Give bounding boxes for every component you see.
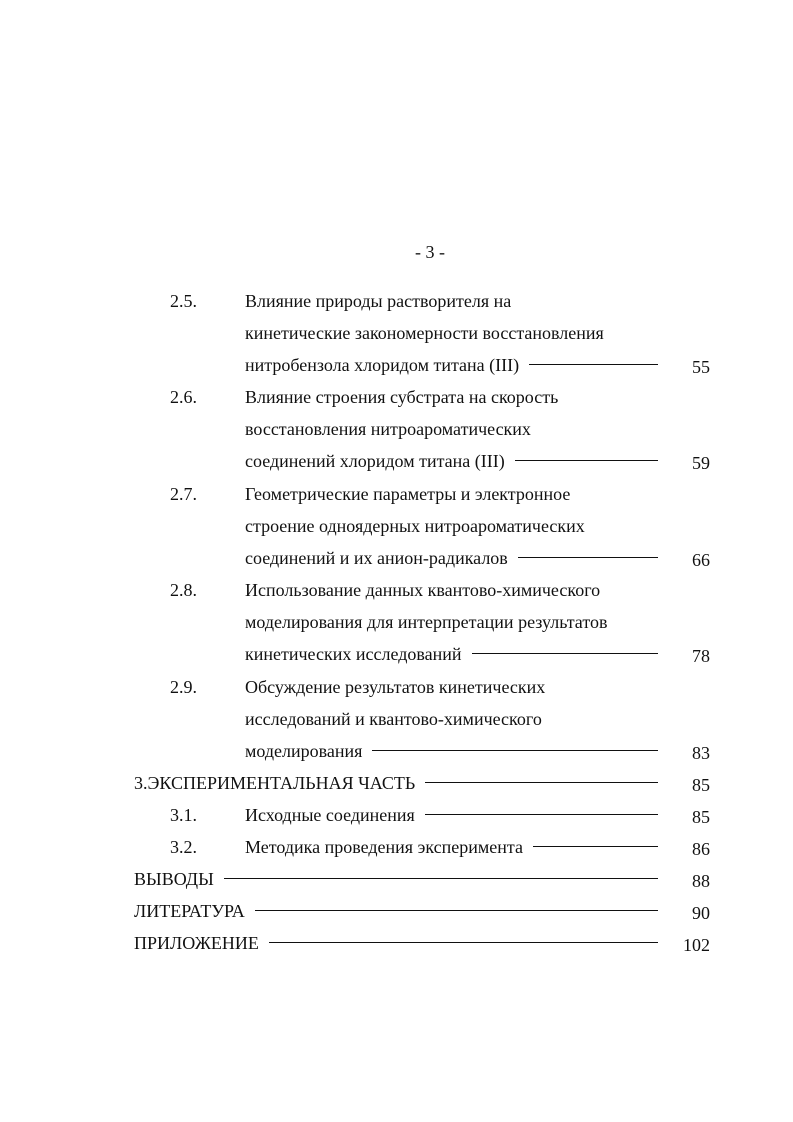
section-title-line: строение одноядерных нитроароматических <box>245 516 585 536</box>
section-title-line: соединений хлоридом титана (III) <box>245 451 505 471</box>
section-number: 2.9. <box>170 677 197 697</box>
page-number: - 3 - <box>415 242 445 262</box>
page-ref: 86 <box>692 839 710 859</box>
section-number: 2.8. <box>170 580 197 600</box>
chapter-title: ЛИТЕРАТУРА <box>134 901 245 921</box>
dot-leader <box>425 782 658 783</box>
dot-leader <box>255 910 658 911</box>
chapter-title: 3.ЭКСПЕРИМЕНТАЛЬНАЯ ЧАСТЬ <box>134 773 416 793</box>
dot-leader <box>518 557 658 558</box>
section-title-line: Обсуждение результатов кинетических <box>245 677 546 697</box>
dot-leader <box>529 364 658 365</box>
section-title-line: исследований и квантово-химического <box>245 709 542 729</box>
page-ref: 78 <box>692 646 710 666</box>
section-title-line: Геометрические параметры и электронное <box>245 484 571 504</box>
page-ref: 55 <box>692 357 710 377</box>
page-ref: 102 <box>683 935 710 955</box>
section-title-line: Влияние природы растворителя на <box>245 291 512 311</box>
page-ref: 85 <box>692 807 710 827</box>
dot-leader <box>224 878 658 879</box>
page-ref: 83 <box>692 743 710 763</box>
dot-leader <box>472 653 658 654</box>
section-title-line: Использование данных квантово-химического <box>245 580 601 600</box>
section-title-line: моделирования для интерпретации результатов <box>245 612 608 632</box>
section-title: Методика проведения эксперимента <box>245 837 523 857</box>
section-number: 2.6. <box>170 387 197 407</box>
section-number: 3.1. <box>170 805 197 825</box>
section-number: 3.2. <box>170 837 197 857</box>
dot-leader <box>533 846 658 847</box>
dot-leader <box>515 460 658 461</box>
dot-leader <box>269 942 658 943</box>
section-title-line: соединений и их анион-радикалов <box>245 548 508 568</box>
section-title-line: восстановления нитроароматических <box>245 419 531 439</box>
page-ref: 66 <box>692 550 710 570</box>
section-title-line: нитробензола хлоридом титана (III) <box>245 355 520 375</box>
section-number: 2.5. <box>170 291 197 311</box>
page-ref: 85 <box>692 775 710 795</box>
section-title: Исходные соединения <box>245 805 415 825</box>
dot-leader <box>372 750 658 751</box>
chapter-title: ВЫВОДЫ <box>134 869 214 889</box>
section-title-line: кинетических исследований <box>245 644 462 664</box>
dot-leader <box>425 814 658 815</box>
section-number: 2.7. <box>170 484 197 504</box>
chapter-title: ПРИЛОЖЕНИЕ <box>134 933 259 953</box>
page-ref: 59 <box>692 453 710 473</box>
page-ref: 88 <box>692 871 710 891</box>
page-ref: 90 <box>692 903 710 923</box>
section-title-line: кинетические закономерности восстановления <box>245 323 604 343</box>
section-title-line: моделирования <box>245 741 363 761</box>
section-title-line: Влияние строения субстрата на скорость <box>245 387 559 407</box>
